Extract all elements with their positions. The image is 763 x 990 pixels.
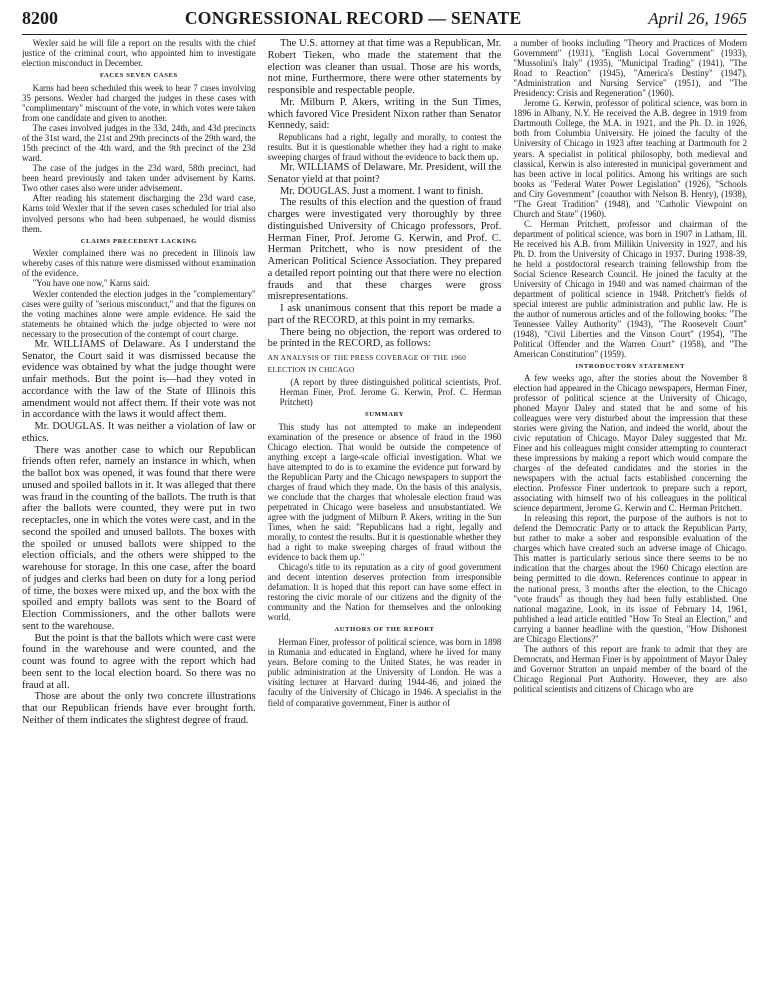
paragraph: Mr. WILLIAMS of Delaware. Mr. President, will the Senator yield at that point? <box>267 162 502 185</box>
report-note: (A report by three distinguished political scientists, Prof. Herman Finer, Prof. Jerome G. Kerwin, Prof. C. Herman Pritchett) <box>279 376 502 407</box>
issue-date: April 26, 1965 <box>648 9 747 28</box>
paragraph: a number of books including "Theory and Practices of Modern Government" (1931), "English Local Government" (1933), "Mussolini's Italy" (1935), "Municipal Trading" (1941), "The Road to Reaction" (1945), "America's Destiny" (1947), "Administration and Nursing Service" (1951), and "The Presidency: Crisis and Regeneration" (1960). <box>513 38 748 99</box>
paragraph: The case of the judges in the 23d ward, 58th precinct, had been heard previously and taken under advisement by Karns. Two other cases also were under advisement. <box>22 163 256 194</box>
paragraph: But the point is that the ballots which were cast were found in the warehouse and were counted, and the count was found to agree with the report which had been sent to the local election board. So there was no fraud at all. <box>22 632 256 691</box>
paragraph: Mr. DOUGLAS. Just a moment. I want to finish. <box>280 185 484 197</box>
text-columns <box>22 38 747 986</box>
paragraph: There being no objection, the report was ordered to be printed in the RECORD, as follows: <box>267 326 502 350</box>
paragraph: The results of this election and the question of fraud charges were investigated very thoroughly by three distinguished University of Chicago professors, Prof. Herman Finer, Prof. Jerome G. Kerwin, and Prof. C. Herman Pritchett, who is now president of the American Political Science Association. They prepared a detailed report pointing out that there were no election frauds and that these charges were gross misrepresentations. <box>267 197 502 303</box>
paragraph: Mr. Milburn P. Akers, writing in the Sun Times, which favored Vice President Nixon rather than Senator Kennedy, said: <box>267 96 502 132</box>
paragraph: The U.S. attorney at that time was a Republican, Mr. Robert Tieken, who made the statement that the election was cleaner than usual. Those are his words, not mine. Furthermore, there were other statements by responsible and respectable people. <box>267 38 502 96</box>
subheading: SUMMARY <box>364 410 405 418</box>
paragraph: A few weeks ago, after the stories about the November 8 election had appeared in the Chicago newspapers, Herman Finer, professor of political science at the University of Chicago, phoned Mayor Daley and stated that he and some of his colleagues were very disturbed about the impression that these stories were giving the Nation, and indeed the world, about the civic reputation of Chicago. Mayor Daley suggested that Mr. Finer and his colleagues might consider attempting to counteract these impressions by making a report which would compare the charges of the defeated candidates and the stories in the newspapers with the actual facts established concerning the election. Professor Finer undertook to prepare such a report, associating with himself two of his colleagues in the political science department, Jerome G. Kerwin and C. Herman Pritchett. <box>513 372 748 514</box>
paragraph: Herman Finer, professor of political science, was born in 1898 in Rumania and educated in England, where he lived for many years. Before coming to the United States, he was reader in public administration at the University of London. He was a visiting lecturer at Harvard during 1944-46, and joined the faculty of the University of Chicago in 1946. A specialist in the field of comparative government, Finer is author of <box>267 637 502 708</box>
paragraph: In releasing this report, the purpose of the authors is not to defend the Democratic Party or to attack the Republican Party, but rather to make a sober and responsible evaluation of the charges which have created such an adverse image of Chicago. This matter is particularly serious since there seems to be no indication that the charges about the 1960 Chicago election are being permitted to die down. References continue to appear in the national press, 3 months after the election, to the Chicago "vote frauds" as though they had been fully established. One national magazine, Look, in its issue of February 14, 1961, published a lead article entitled "How To Steal an Election," and carrying a banner headline with the question, "How Dishonest are Chicago Elections?" <box>513 513 748 644</box>
paragraph: Chicago's title to its reputation as a city of good government and decent intention deserves protection from irresponsible defamation. It is hoped that this report can have some effect in restoring the civic morale of our citizens and the dignity of the community and the Nation for themselves and the onlooking world. <box>267 562 502 623</box>
paragraph: The cases involved judges in the 33d, 24th, and 43d precincts of the 31st ward, the 21st and 29th precincts of the 29th ward, the 15th precinct of the 4th ward, and the 9th precinct of the 23d ward. <box>22 123 256 164</box>
report-title: AN ANALYSIS OF THE PRESS COVERAGE OF THE 1960 ELECTION IN CHICAGO <box>267 353 467 374</box>
subheading: FACES SEVEN CASES <box>99 72 178 80</box>
paragraph: Wexler complained there was no precedent in Illinois law whereby cases of this nature were dismissed without examination of the evidence. <box>22 248 256 279</box>
paragraph: The authors of this report are frank to admit that they are Democrats, and Herman Finer is by appointment of Mayor Daley and Governor Stratton an unpaid member of the board of the Chicago Regional Port Authority. However, they are also political scientists and citizens of Chicago who are <box>513 643 748 694</box>
block-quote: Republicans had a right, legally and morally, to contest the results. But it is questionable whether they had a right to make sweeping charges of fraud without the evidence to back them up. <box>267 132 502 163</box>
column-3 <box>513 38 747 986</box>
paragraph: Jerome G. Kerwin, professor of political science, was born in 1896 in Albany, N.Y. He received the A.B. degree in 1919 from Dartmouth College, the M.A. in 1921, and the Ph. D. in 1926, both from Columbia University. He joined the faculty of the University of Chicago in 1923 after teaching at Dartmouth for 2 years. A specialist in political philosophy, both medieval and classical, Kerwin is also interested in municipal government and has been active in local politics. Among his writings are such books as "Federal Water Power Legislation" (1926), "Schools and City Government" (coauthor with Nelson B. Henry), (1938), "The Great Tradition" (1948), and "Catholic Viewpoint on Church and State" (1960). <box>513 98 748 219</box>
subheading: AUTHORS OF THE REPORT <box>334 626 435 634</box>
paragraph: "You have one now," Karns said. <box>32 278 150 289</box>
paragraph: Those are about the only two concrete illustrations that our Republican friends have ever brought forth. Neither of them indicates the slightest degree of fraud. <box>22 691 256 726</box>
paragraph: Mr. WILLIAMS of Delaware. As I understand the Senator, the Court said it was dismissed because the evidence was obtained by what the judge thought were unfair methods. But the point is—had they voted in accordance with the law of the State of Illinois this amendment would not affect them. If their vote was not in accordance with the laws it would affect them. <box>22 338 256 421</box>
page-number: 8200 <box>22 8 58 28</box>
subheading: INTRODUCTORY STATEMENT <box>575 362 685 370</box>
paragraph: There was another case to which our Republican friends often refer, namely an instance in which, when the ballot box was opened, it was found that there were unused and spoiled ballots in it. It was alleged that there was fraud in the counting of the ballots. The truth is that after the ballots were counted, they were put in two receptacles, one in which the votes were cast, and in the second the spoiled and unused ballots. The boxes with the spoiled or unused ballots were shipped to the election officials, and the others were shipped to the warehouse for storage. In this one case, after the board of judges and clerks had been on duty for a long period of time, the boxes were mixed up, and the box with the spoiled and empty ballots was sent to the Board of Election Commissioners, and the other ballots were sent to the warehouse. <box>22 444 256 632</box>
page-header <box>22 8 747 40</box>
column-1 <box>22 38 256 986</box>
paragraph: Wexler said he will file a report on the results with the chief justice of the criminal court, who appointed him to investigate election misconduct in December. <box>22 38 256 69</box>
column-2 <box>268 38 502 986</box>
paragraph: After reading his statement discharging the 23d ward case, Karns told Wexler that if the seven cases scheduled for trial also involved persons who had been subpenaed, he would dismiss them. <box>22 193 256 234</box>
header-rule <box>22 34 747 35</box>
subheading: CLAIMS PRECEDENT LACKING <box>80 237 197 245</box>
paragraph: C. Herman Pritchett, professor and chairman of the department of political science, was born in 1907 in Latham, Ill. He received his A.B. from Millikin University in 1927, and his Ph. D. from the University of Chicago in 1937. During 1938-39, he held a postdoctoral research training fellowship from the Social Science Research Council. He joined the faculty at the University of Chicago in 1940 and was named chairman of the department of political science in 1948. Pritchett's fields of special interest are public administration and public law. He is the author of numerous articles and of the following books: "The Tennessee Valley Authority" (1943), "The Roosevelt Court" (1948), "Civil Liberties and the Vinson Court" (1954), "The Political Offender and the Warren Court" (1958), and "The American Constitution" (1959). <box>513 218 748 360</box>
paragraph: This study has not attempted to make an independent examination of the presence or absence of fraud in the 1960 Chicago election. That would be outside the competence of anything except a large-scale official investigation. What we have attempted to do is to examine the evidence put forward by the Republican Party and the Chicago newspapers to support the charges of fraud which they made. On the basis of this analysis, we conclude that the charges that wholesale election fraud was perpetrated in Chicago were baseless and unsubstantiated. We agree with the judgment of Milburn P. Akers, writing in the Sun Times, when he said: "Republicans had a right, legally and morally, to contest the results. But it is questionable whether they had a right to make sweeping charges of fraud without the evidence to back them up." <box>267 421 502 563</box>
publication-title: CONGRESSIONAL RECORD — SENATE <box>184 8 522 28</box>
paragraph: Karns had been scheduled this week to hear 7 cases involving 35 persons. Wexler had charged the judges in these cases with "complimentary" miscount of the vote, in which votes were taken from one candidate and given to another. <box>22 82 256 124</box>
paragraph: Mr. DOUGLAS. It was neither a violation of law or ethics. <box>22 421 256 444</box>
paragraph: Wexler contended the election judges in the "complementary" cases were guilty of "serious misconduct," and that the figures on the voting machines alone were ample evidence. He said the statements he obtained which the judge objected to were not necessary to the prosecution of the contempt of court charge. <box>22 288 256 339</box>
paragraph: I ask unanimous consent that this report be made a part of the RECORD, at this point in my remarks. <box>267 303 502 326</box>
